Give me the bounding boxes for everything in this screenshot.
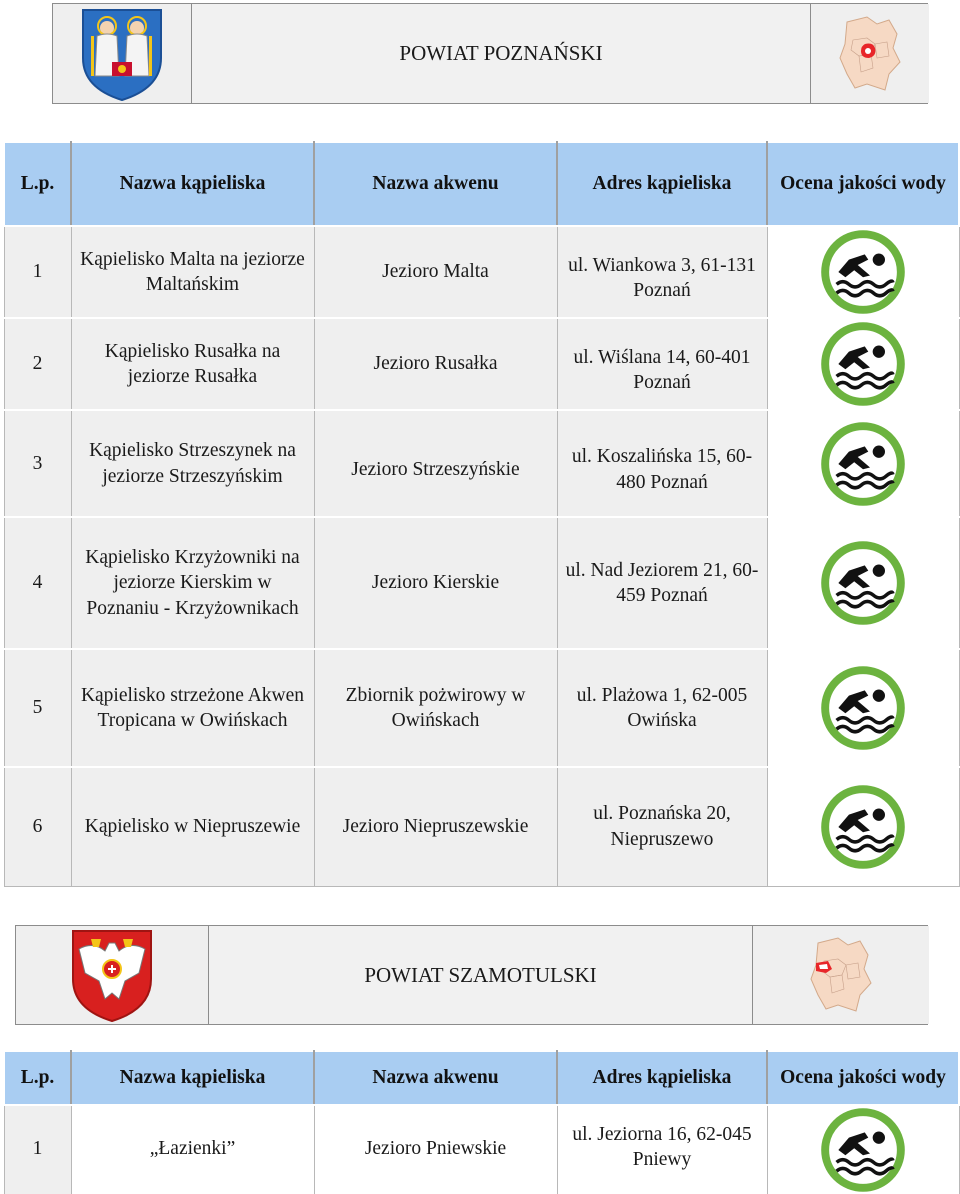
county-title: POWIAT POZNAŃSKI (192, 4, 811, 103)
row-rating (767, 1105, 959, 1194)
county-banner-poznanski (52, 3, 928, 104)
header-water-quality: Ocena jakości wody (767, 142, 959, 226)
swimming-allowed-icon (819, 664, 907, 752)
row-bath-name: Kąpielisko Strzeszynek na jeziorze Strzeszyńskim (71, 410, 314, 517)
row-lp: 4 (4, 517, 71, 649)
swimming-allowed-icon (819, 420, 907, 508)
table-row (4, 318, 959, 410)
header-water-name: Nazwa akwenu (314, 142, 557, 226)
row-bath-name: Kąpielisko Rusałka na jeziorze Rusałka (71, 318, 314, 410)
swimming-allowed-icon (819, 1106, 907, 1194)
row-lp: 3 (4, 410, 71, 517)
table-header-row (4, 142, 959, 226)
row-bath-name: Kąpielisko Krzyżowniki na jeziorze Kierskim w Poznaniu - Krzyżownikach (71, 517, 314, 649)
row-lp: 5 (4, 649, 71, 767)
header-address: Adres kąpieliska (557, 1051, 767, 1105)
row-address (557, 226, 767, 318)
header-bath-name: Nazwa kąpieliska (71, 142, 314, 226)
header-bath-name: Nazwa kąpieliska (71, 1051, 314, 1105)
swimming-allowed-icon (819, 320, 907, 408)
bathing-sites-table-szamotulski (3, 1050, 960, 1194)
row-water-name: Jezioro Malta (314, 226, 557, 318)
row-lp: 6 (4, 767, 71, 886)
row-rating (767, 226, 959, 318)
banner-map-cell (811, 4, 929, 103)
row-address (557, 410, 767, 517)
row-water-name: Jezioro Rusałka (314, 318, 557, 410)
wielkopolska-map-szamotuly-county-icon (808, 935, 874, 1015)
poznan-county-coat-of-arms-icon (79, 6, 165, 102)
row-water-name: Jezioro Pniewskie (314, 1105, 557, 1194)
row-lp: 1 (4, 1105, 71, 1194)
header-address: Adres kąpieliska (557, 142, 767, 226)
header-lp: L.p. (4, 142, 71, 226)
wielkopolska-map-poznan-county-icon (837, 14, 903, 94)
swimming-allowed-icon (819, 539, 907, 627)
row-water-name (314, 410, 557, 517)
county-title: POWIAT SZAMOTULSKI (209, 926, 753, 1024)
row-address: ul. Plażowa 1, 62-005 Owińska (557, 649, 767, 767)
row-bath-name: Kąpielisko Malta na jeziorze Maltańskim (71, 226, 314, 318)
szamotuly-county-coat-of-arms-icon (69, 927, 155, 1023)
row-address-text: ul. Wiankowa 3, 61-131 Poznań (568, 254, 756, 301)
header-water-quality: Ocena jakości wody (767, 1051, 959, 1105)
table-row (4, 649, 959, 767)
row-lp: 1 (4, 226, 71, 318)
row-bath-name: „Łazienki” (71, 1105, 314, 1194)
row-address: ul. Jeziorna 16, 62-045 Pniewy (557, 1105, 767, 1194)
banner-emblem-cell (16, 926, 209, 1024)
row-bath-name: Kąpielisko strzeżone Akwen Tropicana w Owińskach (71, 649, 314, 767)
table-row (4, 410, 959, 517)
row-water-text: Jezioro Strzeszyńskie (351, 458, 520, 480)
bathing-sites-table-poznanski (3, 141, 960, 887)
table-row (4, 226, 959, 318)
table-row (4, 767, 959, 886)
row-water-name: Jezioro Niepruszewskie (314, 767, 557, 886)
header-water-name: Nazwa akwenu (314, 1051, 557, 1105)
table-header-row (4, 1051, 959, 1105)
swimming-allowed-icon (819, 228, 907, 316)
header-lp: L.p. (4, 1051, 71, 1105)
row-address: ul. Poznańska 20, Niepruszewo (557, 767, 767, 886)
row-address: ul. Nad Jeziorem 21, 60-459 Poznań (557, 517, 767, 649)
row-rating (767, 517, 959, 649)
table-row (4, 517, 959, 649)
row-rating (767, 318, 959, 410)
banner-emblem-cell (53, 4, 192, 103)
row-water-name: Jezioro Kierskie (314, 517, 557, 649)
county-banner-szamotulski (15, 925, 928, 1025)
row-rating (767, 767, 959, 886)
row-lp: 2 (4, 318, 71, 410)
row-water-name: Zbiornik pożwirowy w Owińskach (314, 649, 557, 767)
row-rating (767, 410, 959, 517)
table-row (4, 1105, 959, 1194)
row-address-text: ul. Koszalińska 15, 60-480 Poznań (571, 446, 753, 493)
row-bath-name: Kąpielisko w Niepruszewie (71, 767, 314, 886)
banner-map-cell (753, 926, 929, 1024)
row-address-text: ul. Wiślana 14, 60-401 Poznań (573, 346, 751, 393)
row-address (557, 318, 767, 410)
row-rating (767, 649, 959, 767)
swimming-allowed-icon (819, 783, 907, 871)
